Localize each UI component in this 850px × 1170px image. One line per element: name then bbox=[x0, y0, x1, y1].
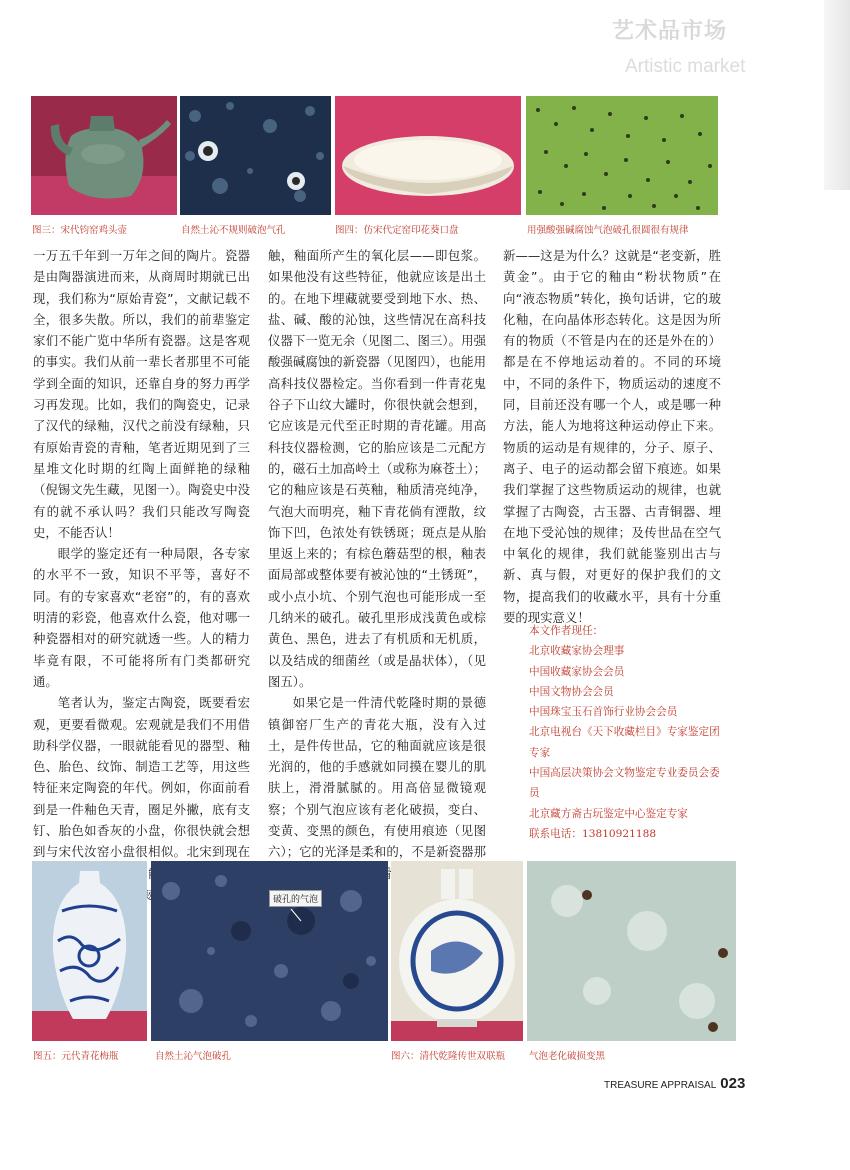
glaze-closeup-photo bbox=[526, 96, 718, 215]
bio-line: 北京收藏家协会理事 bbox=[529, 645, 625, 658]
text-column-1 bbox=[33, 245, 250, 905]
caption-acid-bubbles: 用强酸强碱腐蚀气泡破孔很圆很有规律 bbox=[527, 225, 689, 236]
soil-bubbles-photo bbox=[180, 96, 331, 215]
paragraph: 一万五千年到一万年之间的陶片。瓷器是由陶器演进而来，从商周时期就已出现，我们称为“原始青瓷”，文献记载不全，很多失散。所以，我们的前辈鉴定家们不能广览中华所有瓷器。这是客观的事实。我们从前一辈长者那里不可能学到全面的知识，还靠自身的努力再学习再发现。比如，我们的陶瓷史，记录了汉代的绿釉，汉代之前没有绿釉，只有原始青瓷的青釉，笔者近期见到了三星堆文化时期的红陶上面鲜艳的绿釉（倪锡文先生藏，见图一）。陶瓷史中没有的就不承认吗？我们只能改写陶瓷史，不能否认！ bbox=[33, 248, 250, 540]
bio-line: 中国收藏家协会会员 bbox=[529, 665, 625, 678]
paragraph: 笔者认为，鉴定古陶瓷，既要看宏观，更要看微观。宏观就是我们不用借助科学仪器，一眼就能看见的器型、釉色、胎色、纹饰、制造工艺等，用这些特征来定陶瓷的年代。例如，你面前看到是一件釉色天青，圈足外撇，底有支钉、胎色如香灰的小盘，你很快就会想到与宋代汝窑小盘很相似。北宋到现在 要有使用痕迹和与空气接 bbox=[33, 695, 250, 902]
meiping-vase-photo bbox=[32, 861, 147, 1041]
caption-fig6: 图六：清代乾隆传世双联瓶 bbox=[391, 1051, 506, 1062]
caption-fig3: 图三：宋代钧窑鸡头壶 bbox=[32, 225, 128, 236]
paragraph: 触，釉面所产生的氧化层——即包浆。如果他没有这些特征，他就应该是出土的。在地下埋藏就要受到地下水、热、盐、碱、酸的沁蚀，这些情况在高科技仪器下一览无余（见图二、图三）。用强酸强碱腐蚀的新瓷器（见图四），也能用高科技仪器检定。当你看到一件青花鬼谷子下山纹大罐时，你很快就会想到，它应该是元代至正时期的青花罐。用高科技仪器检测，它的胎应该是二元配方的，磁石土加高岭土（或称为麻苍土）；它的釉应该是石英釉，釉质清亮纯净，气泡大而明亮，釉下青花倘有湮散，纹饰下凹，色浓处有铁锈斑；斑点是从胎里返上来的；有棕色蘑菇型的根，釉表面局部或整体要有被沁蚀的“土锈斑”，或小点小坑、个别气泡也可能形成一至几纳米的破孔。破孔里形成浅黄色或棕黄色、黑色，进去了有机质和无机质，以及结成的细菌丝（或是晶状体），（见图五）。 bbox=[268, 248, 486, 689]
bio-line: 中国高层决策协会文物鉴定专业委员会委员 bbox=[529, 767, 720, 800]
text-column-3 bbox=[503, 245, 721, 628]
author-bio bbox=[529, 621, 729, 844]
section-title-en: Artistic market bbox=[625, 56, 746, 77]
page-edge-decoration bbox=[824, 0, 850, 190]
bio-line: 中国文物协会会员 bbox=[529, 685, 614, 698]
section-title-zh: 艺术品市场 bbox=[612, 19, 728, 44]
magazine-name: TREASURE APPRAISAL bbox=[604, 1080, 717, 1091]
paragraph: 眼学的鉴定还有一种局限，各专家的水平不一致，知识不平等，喜好不同。有的专家喜欢“老窑”的，有的喜欢明清的彩瓷，他喜欢什么瓷，他对哪一种瓷器相对的研究就透一些。人的精力毕竟有限，不可能将所有门类都研究通。 bbox=[33, 546, 250, 689]
paragraph: 如果它是一件清代乾隆时期的景德镇御窑厂生产的青花大瓶，没有入过土，是件传世品，它的釉面就应该是很光润的，他的手感就如同摸在婴儿的肌肤上，滑滑腻腻的。用高倍显微镜观察；个别气泡应该有老化破损，变白、变黄、变黑的颜色，有使用痕迹（见图六）；它的光泽是柔和的，不是新瓷器那 bbox=[268, 695, 486, 860]
moon-flask-photo bbox=[391, 861, 523, 1041]
page-number: 023 bbox=[720, 1075, 746, 1092]
bubble-hole-label: 破孔的气泡 bbox=[269, 890, 322, 907]
aged-bubbles-photo bbox=[527, 861, 736, 1041]
caption-soil-holes: 自然土沁气泡破孔 bbox=[155, 1051, 232, 1062]
caption-fig4: 图四：仿宋代定窑印花葵口盘 bbox=[335, 225, 459, 236]
pot-photo bbox=[31, 96, 177, 215]
caption-soil-bubbles: 自然土沁不规则破泡气孔 bbox=[181, 225, 286, 236]
text-column-2 bbox=[268, 245, 486, 884]
paragraph: 新——这是为什么？这就是“老变新，胜黄金”。由于它的釉由“粉状物质”在向“液态物质”转化，换句话讲，它的玻化釉，在向晶体形态转化。这是因为所有的物质（不管是内在的还是外在的）都是在不停地运动着的。不同的环境中，不同的条件下，物质运动的速度不同，目前还没有哪一个人，或是哪一种方法，能人为地将这种运动停止下来。物质的运动是有规律的，分子、原子、离子、电子的运动都会留下痕迹。如果我们掌握了这些物质运动的规律，也就掌握了古陶瓷，古玉器、古青铜器、埋在地下受沁蚀的规律；及传世品在空气中氧化的规律，我们就能鉴别出古与新、真与假，对更好的保护我们的文物，提高我们的收藏水平，具有十分重要的现实意义！ bbox=[503, 248, 721, 626]
caption-fig5: 图五：元代青花梅瓶 bbox=[33, 1051, 119, 1062]
bio-contact: 联系电话：13810921188 bbox=[529, 827, 657, 840]
bio-line: 北京藏方斋古玩鉴定中心鉴定专家 bbox=[529, 807, 688, 820]
bio-heading: 本文作者现任： bbox=[529, 625, 604, 637]
soil-bubble-holes-photo bbox=[151, 861, 388, 1041]
bio-line: 北京电视台《天下收藏栏目》专家鉴定团专家 bbox=[529, 726, 720, 759]
caption-aged-bubbles: 气泡老化破损变黑 bbox=[529, 1051, 606, 1062]
dish-photo bbox=[335, 96, 521, 215]
bio-line: 中国珠宝玉石首饰行业协会会员 bbox=[529, 706, 678, 719]
page-footer bbox=[604, 1075, 745, 1092]
